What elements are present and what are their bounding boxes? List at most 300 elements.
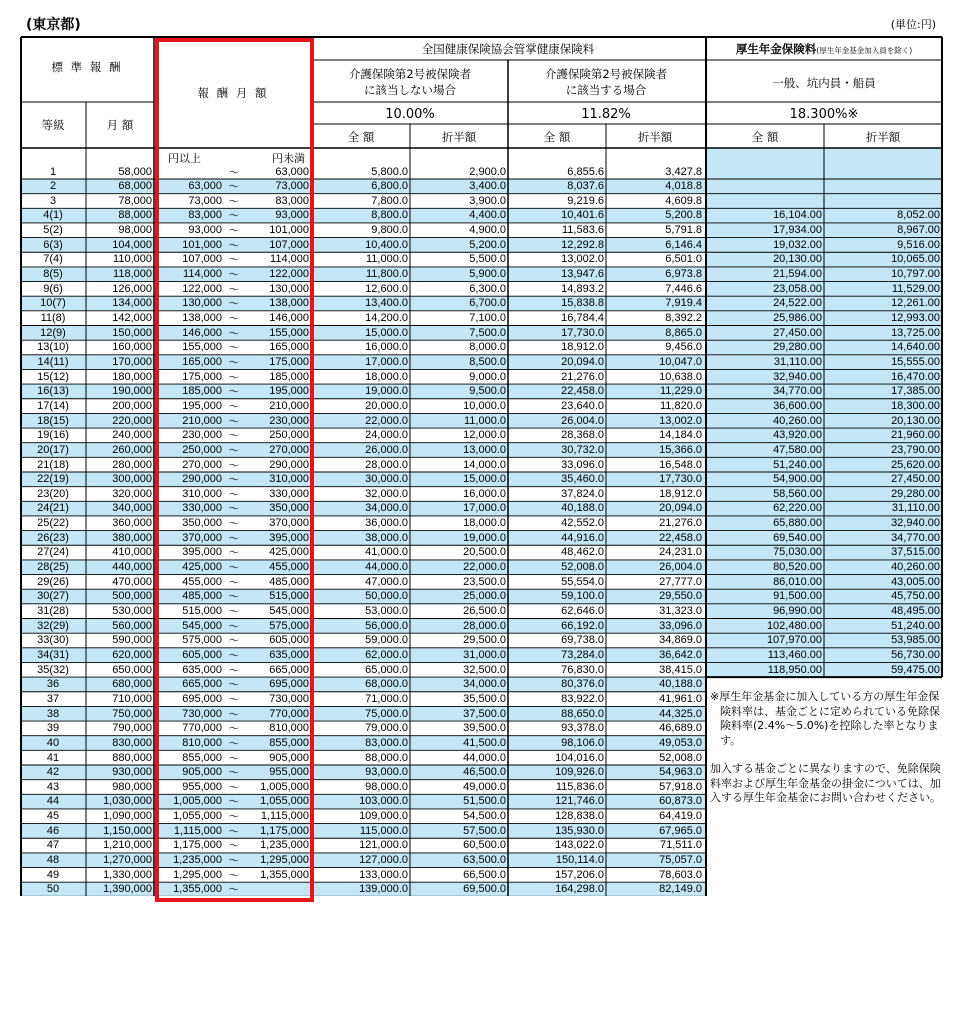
cell-to: 107,000 <box>269 238 309 251</box>
cell-to: 73,000 <box>275 180 309 193</box>
range-tilde: 〜 <box>228 458 240 472</box>
cell-monthly: 530,000 <box>112 605 152 617</box>
range-tilde: 〜 <box>228 165 240 179</box>
cell-grade: 9(6) <box>43 282 63 295</box>
cell-nc-half: 51,500.0 <box>463 795 506 808</box>
cell-p-half: 12,261.00 <box>891 297 940 310</box>
cell-c-full: 26,004.0 <box>561 414 604 427</box>
cell-nc-full: 9,800.0 <box>371 224 408 237</box>
cell-nc-full: 28,000.0 <box>365 458 408 471</box>
cell-p-half: 51,240.00 <box>891 619 940 632</box>
cell-from: 955,000 <box>182 780 222 793</box>
cell-grade: 33(30) <box>37 634 69 647</box>
range-tilde: 〜 <box>228 692 240 706</box>
cell-p-full: 118,950.00 <box>767 663 822 676</box>
cell-c-half: 21,276.0 <box>659 517 702 530</box>
cell-from: 635,000 <box>182 663 222 676</box>
cell-from: 370,000 <box>182 531 222 544</box>
cell-c-full: 83,922.0 <box>561 692 604 705</box>
cell-to: 695,000 <box>269 678 309 691</box>
cell-grade: 41 <box>46 751 60 764</box>
cell-grade: 10(7) <box>40 297 66 310</box>
cell-c-full: 14,893.2 <box>561 282 604 295</box>
cell-to: 730,000 <box>269 692 309 705</box>
cell-p-full: 65,880.00 <box>773 517 822 530</box>
cell-nc-half: 8,000.0 <box>469 341 506 354</box>
cell-p-full: 31,110.00 <box>773 355 822 368</box>
range-tilde: 〜 <box>228 575 240 589</box>
cell-from: 114,000 <box>183 268 222 281</box>
cell-grade: 47 <box>46 839 60 852</box>
cell-c-full: 76,830.0 <box>561 663 604 676</box>
cell-grade: 43 <box>46 780 60 793</box>
cell-c-full: 164,298.0 <box>555 883 604 896</box>
cell-p-full: 51,240.00 <box>773 458 822 471</box>
range-tilde: 〜 <box>228 663 240 677</box>
c-full-header: 全 額 <box>543 130 571 144</box>
cell-monthly: 1,150,000 <box>103 824 152 837</box>
cell-to: 1,295,000 <box>260 854 309 867</box>
range-tilde: 〜 <box>228 385 240 399</box>
range-tilde: 〜 <box>228 502 240 516</box>
cell-nc-full: 127,000.0 <box>359 854 408 867</box>
cell-p-half: 12,993.00 <box>891 312 940 324</box>
cell-monthly: 98,000 <box>118 224 152 237</box>
cell-p-full: 80,520.00 <box>773 561 822 574</box>
range-tilde: 〜 <box>228 443 240 457</box>
cell-nc-full: 83,000.0 <box>365 736 408 749</box>
cell-grade: 7(4) <box>43 253 63 266</box>
cell-p-full: 69,540.00 <box>773 531 822 544</box>
cell-monthly: 650,000 <box>112 663 152 676</box>
cell-c-half: 5,200.8 <box>665 209 702 222</box>
cell-from: 855,000 <box>182 751 222 764</box>
cell-nc-full: 38,000.0 <box>365 531 408 544</box>
cell-grade: 21(18) <box>37 458 69 471</box>
cell-to: 290,000 <box>269 458 309 471</box>
cell-monthly: 134,000 <box>112 297 152 310</box>
cell-to: 425,000 <box>269 546 309 559</box>
grade-header: 等級 <box>41 118 65 132</box>
cell-p-half: 20,130.00 <box>891 414 940 427</box>
cell-c-full: 52,008.0 <box>561 561 604 574</box>
cell-monthly: 190,000 <box>112 385 152 398</box>
cell-monthly: 78,000 <box>118 194 152 207</box>
cell-nc-full: 22,000.0 <box>365 414 408 427</box>
cell-c-half: 10,047.0 <box>659 355 702 368</box>
cell-p-full: 25,986.00 <box>773 312 822 324</box>
cell-c-half: 4,609.8 <box>665 194 702 207</box>
cell-to: 770,000 <box>269 707 309 720</box>
cell-p-half: 15,555.00 <box>891 355 940 368</box>
range-tilde: 〜 <box>228 268 240 282</box>
cell-to: 1,055,000 <box>260 795 309 808</box>
range-tilde: 〜 <box>228 531 240 545</box>
cell-c-half: 38,415.0 <box>659 663 702 676</box>
cell-monthly: 930,000 <box>112 766 152 779</box>
cell-p-full: 62,220.00 <box>773 502 822 515</box>
cell-from: 270,000 <box>182 458 222 471</box>
cell-nc-half: 35,500.0 <box>463 692 506 705</box>
cell-c-full: 73,284.0 <box>561 648 604 661</box>
range-tilde: 〜 <box>228 722 240 736</box>
cell-nc-full: 115,000.0 <box>359 824 408 837</box>
cell-nc-half: 41,500.0 <box>463 736 506 749</box>
cell-monthly: 320,000 <box>112 487 152 500</box>
cell-nc-half: 3,400.0 <box>469 180 506 193</box>
cell-monthly: 410,000 <box>112 546 152 559</box>
cell-c-half: 78,603.0 <box>659 868 702 881</box>
cell-nc-half: 16,000.0 <box>463 487 506 500</box>
cell-to: 1,355,000 <box>260 868 309 881</box>
cell-grade: 8(5) <box>43 268 63 281</box>
cell-monthly: 240,000 <box>112 429 152 442</box>
range-from-unit: 円以上 <box>168 152 201 165</box>
cell-p-full: 19,032.00 <box>773 238 822 251</box>
cell-nc-full: 8,800.0 <box>371 209 408 222</box>
cell-from: 695,000 <box>182 692 222 705</box>
cell-nc-half: 29,500.0 <box>463 634 506 647</box>
care-header-line2: に該当する場合 <box>565 83 647 97</box>
cell-p-half: 40,260.00 <box>891 561 940 574</box>
cell-to: 122,000 <box>269 268 309 281</box>
cell-monthly: 360,000 <box>112 517 152 530</box>
cell-nc-half: 10,000.0 <box>463 399 506 412</box>
range-tilde: 〜 <box>228 619 240 633</box>
cell-grade: 38 <box>46 707 60 720</box>
cell-grade: 36 <box>46 678 60 691</box>
cell-from: 138,000 <box>182 312 222 324</box>
cell-from: 107,000 <box>182 253 222 266</box>
cell-monthly: 880,000 <box>112 751 152 764</box>
cell-c-full: 33,096.0 <box>561 458 604 471</box>
cell-from: 122,000 <box>182 282 222 295</box>
p-full-header: 全 額 <box>751 130 779 144</box>
cell-nc-full: 109,000.0 <box>359 810 408 823</box>
cell-c-full: 22,458.0 <box>561 385 604 398</box>
cell-nc-half: 34,000.0 <box>463 678 506 691</box>
cell-grade: 26(23) <box>37 531 69 544</box>
cell-grade: 1 <box>49 165 57 178</box>
cell-c-full: 55,554.0 <box>561 575 604 588</box>
cell-c-full: 28,368.0 <box>561 429 604 442</box>
cell-nc-half: 22,000.0 <box>463 561 506 574</box>
cell-to: 195,000 <box>269 385 309 398</box>
cell-monthly: 1,330,000 <box>103 868 152 881</box>
not-care-header-line1: 介護保険第2号被保険者 <box>348 67 472 81</box>
cell-c-half: 22,458.0 <box>659 531 702 544</box>
monthly-amount-header: 月 額 <box>106 118 134 132</box>
cell-nc-half: 7,500.0 <box>469 326 506 339</box>
cell-p-half: 21,960.00 <box>891 429 940 442</box>
cell-nc-full: 98,000.0 <box>365 780 408 793</box>
cell-nc-full: 93,000.0 <box>365 766 408 779</box>
cell-c-half: 11,820.0 <box>659 399 702 412</box>
cell-c-half: 29,550.0 <box>659 590 702 603</box>
cell-c-full: 88,650.0 <box>561 707 604 720</box>
cell-nc-half: 4,400.0 <box>469 209 506 222</box>
cell-nc-full: 30,000.0 <box>365 473 408 486</box>
cell-nc-full: 103,000.0 <box>359 795 408 808</box>
cell-nc-half: 32,500.0 <box>463 663 506 676</box>
cell-nc-half: 7,100.0 <box>469 312 506 324</box>
cell-nc-full: 6,800.0 <box>371 180 408 193</box>
cell-monthly: 58,000 <box>118 165 152 178</box>
cell-nc-half: 6,700.0 <box>469 297 506 310</box>
cell-p-half: 48,495.00 <box>891 605 940 617</box>
cell-c-half: 13,002.0 <box>659 414 702 427</box>
cell-c-full: 48,462.0 <box>561 546 604 559</box>
cell-grade: 34(31) <box>37 648 69 661</box>
cell-nc-full: 24,000.0 <box>365 429 408 442</box>
cell-c-half: 8,392.2 <box>665 312 702 324</box>
cell-to: 210,000 <box>269 399 309 412</box>
cell-c-half: 4,018.8 <box>665 180 702 193</box>
cell-c-half: 57,918.0 <box>659 780 702 793</box>
range-tilde: 〜 <box>228 795 240 809</box>
cell-nc-full: 62,000.0 <box>365 648 408 661</box>
cell-monthly: 590,000 <box>112 634 152 647</box>
cell-nc-half: 39,500.0 <box>463 722 506 735</box>
cell-to: 575,000 <box>269 619 309 632</box>
cell-from: 1,235,000 <box>173 854 222 867</box>
pension-note: (厚生年金基金加入員を除く) <box>816 46 913 55</box>
cell-c-half: 5,791.8 <box>665 224 702 237</box>
cell-c-half: 67,965.0 <box>659 824 702 837</box>
cell-c-full: 12,292.8 <box>561 238 604 251</box>
cell-nc-half: 9,000.0 <box>469 370 506 383</box>
range-tilde: 〜 <box>228 810 240 824</box>
cell-nc-half: 37,500.0 <box>463 707 506 720</box>
cell-monthly: 790,000 <box>112 722 152 735</box>
cell-nc-half: 31,000.0 <box>463 648 506 661</box>
cell-p-half: 31,110.00 <box>891 502 940 515</box>
cell-p-full: 54,900.00 <box>773 473 822 486</box>
cell-grade: 16(13) <box>37 385 69 398</box>
range-tilde: 〜 <box>228 517 240 531</box>
cell-p-full: 36,600.00 <box>773 399 822 412</box>
cell-c-half: 71,511.0 <box>659 839 702 852</box>
cell-to: 810,000 <box>269 722 309 735</box>
cell-from: 455,000 <box>182 575 222 588</box>
health-insurance-header: 全国健康保険協会管掌健康保険料 <box>421 42 595 56</box>
cell-nc-full: 44,000.0 <box>365 561 408 574</box>
standard-remuneration-header: 標 準 報 酬 <box>51 60 123 74</box>
cell-c-full: 62,646.0 <box>561 605 604 617</box>
cell-p-half: 17,385.00 <box>891 385 940 398</box>
cell-nc-full: 50,000.0 <box>365 590 408 603</box>
cell-grade: 14(11) <box>37 355 69 368</box>
cell-c-half: 9,456.0 <box>665 341 702 354</box>
cell-nc-half: 2,900.0 <box>469 165 506 178</box>
cell-c-half: 20,094.0 <box>659 502 702 515</box>
cell-p-half: 32,940.00 <box>891 517 940 530</box>
cell-p-full: 24,522.00 <box>773 297 822 310</box>
cell-c-half: 15,366.0 <box>659 443 702 456</box>
cell-p-half: 16,470.00 <box>891 370 940 383</box>
cell-c-full: 8,037.6 <box>567 180 604 193</box>
cell-nc-half: 17,000.0 <box>463 502 506 515</box>
cell-grade: 50 <box>46 883 60 896</box>
cell-c-full: 80,376.0 <box>561 678 604 691</box>
range-tilde: 〜 <box>228 399 240 413</box>
cell-p-full: 113,460.00 <box>767 648 822 661</box>
cell-from: 1,295,000 <box>173 868 222 881</box>
cell-to: 175,000 <box>269 355 309 368</box>
cell-nc-half: 19,000.0 <box>463 531 506 544</box>
cell-p-half: 23,790.00 <box>891 443 940 456</box>
range-tilde: 〜 <box>228 370 240 384</box>
cell-from: 905,000 <box>182 766 222 779</box>
cell-nc-full: 14,200.0 <box>365 312 408 324</box>
cell-monthly: 1,030,000 <box>103 795 152 808</box>
cell-nc-half: 60,500.0 <box>463 839 506 852</box>
range-tilde: 〜 <box>228 487 240 501</box>
cell-p-half: 37,515.00 <box>891 546 940 559</box>
cell-c-half: 14,184.0 <box>659 429 702 442</box>
range-tilde: 〜 <box>228 253 240 267</box>
cell-nc-full: 16,000.0 <box>365 341 408 354</box>
cell-p-half: 45,750.00 <box>891 590 940 603</box>
cell-p-half: 53,985.00 <box>891 634 940 647</box>
cell-nc-half: 23,500.0 <box>463 575 506 588</box>
cell-monthly: 68,000 <box>118 180 152 193</box>
cell-nc-full: 75,000.0 <box>365 707 408 720</box>
cell-grade: 28(25) <box>37 561 69 574</box>
cell-monthly: 260,000 <box>112 443 152 456</box>
cell-c-half: 60,873.0 <box>659 795 702 808</box>
range-tilde: 〜 <box>228 341 240 355</box>
cell-c-full: 121,746.0 <box>555 795 604 808</box>
cell-c-half: 36,642.0 <box>659 648 702 661</box>
cell-nc-half: 8,500.0 <box>469 355 506 368</box>
cell-c-half: 41,961.0 <box>659 692 702 705</box>
cell-monthly: 126,000 <box>112 282 152 295</box>
cell-from: 810,000 <box>182 736 222 749</box>
cell-from: 1,175,000 <box>173 839 222 852</box>
cell-nc-full: 17,000.0 <box>365 355 408 368</box>
cell-p-full: 58,560.00 <box>773 487 822 500</box>
cell-nc-full: 121,000.0 <box>359 839 408 852</box>
cell-grade: 39 <box>46 722 60 735</box>
cell-c-full: 17,730.0 <box>561 326 604 339</box>
cell-grade: 32(29) <box>37 619 69 632</box>
range-tilde: 〜 <box>228 312 240 325</box>
remuneration-range-header: 報 酬 月 額 <box>197 86 269 100</box>
cell-p-full: 96,990.00 <box>773 605 822 617</box>
cell-p-half: 43,005.00 <box>891 575 940 588</box>
cell-monthly: 440,000 <box>112 561 152 574</box>
cell-nc-half: 4,900.0 <box>469 224 506 237</box>
cell-grade: 2 <box>49 180 57 193</box>
cell-from: 425,000 <box>182 561 222 574</box>
cell-from: 1,115,000 <box>173 824 222 837</box>
range-tilde: 〜 <box>228 180 240 194</box>
range-tilde: 〜 <box>228 868 240 882</box>
cell-to: 185,000 <box>269 370 309 383</box>
range-tilde: 〜 <box>228 561 240 575</box>
cell-monthly: 470,000 <box>112 575 152 588</box>
cell-c-full: 21,276.0 <box>561 370 604 383</box>
range-tilde: 〜 <box>228 605 240 618</box>
range-tilde: 〜 <box>228 282 240 296</box>
range-tilde: 〜 <box>228 238 240 252</box>
cell-monthly: 620,000 <box>112 648 152 661</box>
range-tilde: 〜 <box>228 473 240 487</box>
cell-to: 1,115,000 <box>260 810 309 823</box>
cell-nc-full: 7,800.0 <box>371 194 408 207</box>
cell-monthly: 980,000 <box>112 780 152 793</box>
cell-nc-full: 13,400.0 <box>365 297 408 310</box>
cell-c-half: 7,919.4 <box>665 297 702 310</box>
cell-from: 290,000 <box>182 473 222 486</box>
cell-c-full: 11,583.6 <box>561 224 604 237</box>
cell-grade: 46 <box>46 824 60 837</box>
cell-nc-half: 13,000.0 <box>463 443 506 456</box>
cell-p-half: 29,280.00 <box>891 487 940 500</box>
cell-grade: 31(28) <box>37 605 69 617</box>
cell-c-full: 128,838.0 <box>555 810 604 823</box>
cell-c-half: 49,053.0 <box>659 736 702 749</box>
cell-c-half: 3,427.8 <box>665 165 702 178</box>
cell-from: 73,000 <box>188 194 222 207</box>
cell-grade: 12(9) <box>40 326 66 339</box>
cell-monthly: 170,000 <box>112 355 152 368</box>
cell-p-half: 27,450.00 <box>891 473 940 486</box>
p-half-header: 折半額 <box>865 130 901 144</box>
range-tilde: 〜 <box>228 429 240 443</box>
cell-to: 350,000 <box>269 502 309 515</box>
cell-grade: 30(27) <box>37 590 69 603</box>
cell-to: 955,000 <box>269 766 309 779</box>
cell-monthly: 118,000 <box>113 268 152 281</box>
cell-nc-full: 5,800.0 <box>371 165 408 178</box>
cell-nc-full: 32,000.0 <box>365 487 408 500</box>
cell-nc-half: 5,500.0 <box>469 253 506 266</box>
cell-c-half: 40,188.0 <box>659 678 702 691</box>
cell-to: 370,000 <box>269 517 309 530</box>
cell-grade: 45 <box>46 810 60 823</box>
cell-c-full: 30,732.0 <box>561 443 604 456</box>
cell-p-full: 91,500.00 <box>773 590 822 603</box>
cell-to: 138,000 <box>269 297 309 310</box>
cell-c-full: 109,926.0 <box>555 766 604 779</box>
cell-to: 310,000 <box>269 473 309 486</box>
cell-c-full: 35,460.0 <box>561 473 604 486</box>
cell-monthly: 104,000 <box>112 238 152 251</box>
cell-to: 130,000 <box>269 282 309 295</box>
cell-grade: 24(21) <box>37 502 69 515</box>
cell-from: 770,000 <box>182 722 222 735</box>
cell-from: 175,000 <box>182 370 222 383</box>
cell-monthly: 680,000 <box>112 678 152 691</box>
cell-from: 330,000 <box>182 502 222 515</box>
cell-from: 185,000 <box>182 385 222 398</box>
rate-care: 11.82% <box>581 107 631 122</box>
cell-nc-half: 46,500.0 <box>463 766 506 779</box>
cell-monthly: 560,000 <box>112 619 152 632</box>
pension-title: 厚生年金保険料 <box>735 42 817 56</box>
cell-grade: 20(17) <box>37 443 69 456</box>
cell-nc-half: 20,500.0 <box>463 546 506 559</box>
cell-p-full: 29,280.00 <box>773 341 822 354</box>
range-tilde: 〜 <box>228 736 240 750</box>
cell-nc-full: 59,000.0 <box>365 634 408 647</box>
cell-c-half: 11,229.0 <box>659 385 702 398</box>
cell-p-half: 18,300.00 <box>891 399 940 412</box>
cell-c-half: 6,501.0 <box>665 253 702 266</box>
cell-nc-half: 49,000.0 <box>463 780 506 793</box>
